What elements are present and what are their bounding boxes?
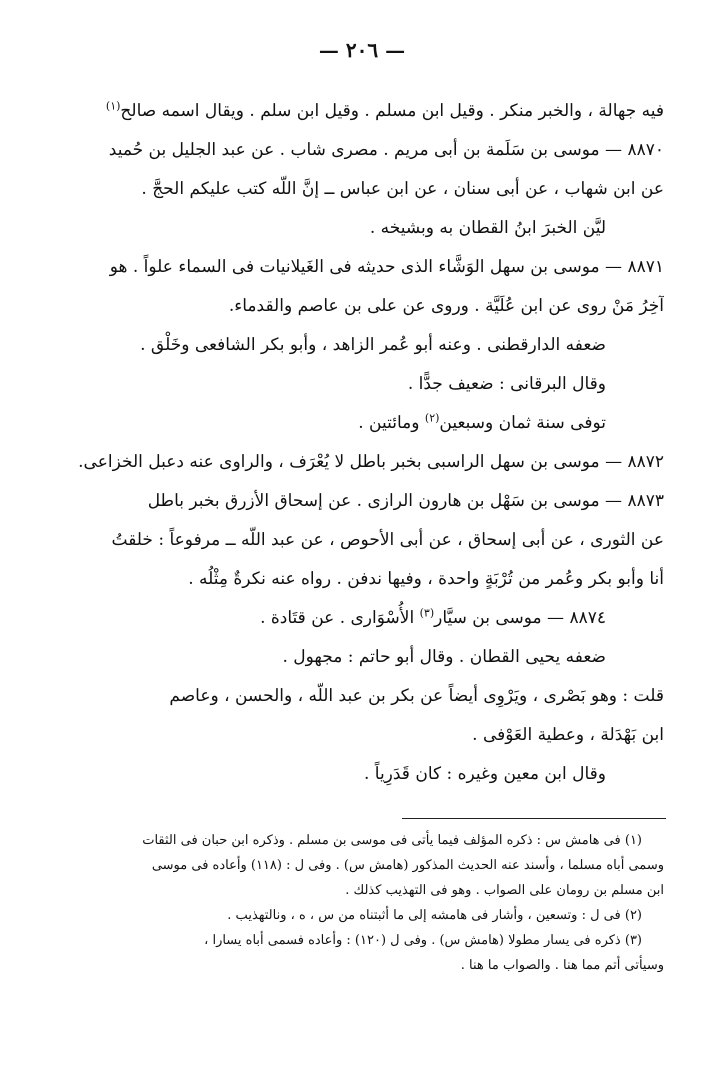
text-line (56, 599, 664, 638)
text-line-content: ٨٨٧٣ — موسى بن سَهْل بن هارون الرازى . عن إسحاق الأزرق بخبر باطل (147, 491, 664, 511)
text-line (56, 248, 664, 287)
text-line (56, 638, 664, 677)
text-line-content: ضعفه يحيى القطان . وقال أبو حاتم : مجهول . (282, 647, 606, 667)
text-line (56, 131, 664, 170)
text-line-content: قلت : وهو بَصْرى ، ويَرْوِى أيضاً عن بكر بن عبد اللّه ، والحسن ، وعاصم (169, 686, 664, 706)
main-text-block (56, 92, 664, 794)
footnote-line: (١) فى هامش س : ذكره المؤلف فيما يأتى فى موسى بن مسلم . وذكره ابن حبان فى الثقات (142, 833, 642, 848)
text-line-content: عن الثورى ، عن أبى إسحاق ، عن أبى الأحوص ، عن عبد اللّه ــ مرفوعاً : خلقتُ (111, 530, 664, 550)
text-line (56, 365, 664, 404)
footnote-line: (٣) ذكره فى يسار مطولا (هامش س) . وفى ل (١٢٠) : وأعاده فسمى أباه يسارا ، (204, 933, 642, 948)
text-line (56, 170, 664, 209)
text-line (56, 677, 664, 716)
text-line (56, 755, 664, 794)
text-line-content: ٨٨٧١ — موسى بن سهل الوَشَّاء الذى حديثه فى الغَيلانيات فى السماء علواً . هو (109, 257, 664, 277)
text-line-content: ٨٨٧٠ — موسى بن سَلَمة بن أبى مريم . مصرى شاب . عن عبد الجليل بن حُميد (108, 140, 664, 160)
footnote-line: وسمى أباه مسلما ، وأسند عنه الحديث المذكور (هامش س) . وفى ل : (١١٨) وأعاده فى موسى (151, 858, 664, 873)
text-line-content: ضعفه الدارقطنى . وعنه أبو عُمر الزاهد ، وأبو بكر الشافعى وخَلْق . (140, 335, 606, 355)
text-line-content: ليَّن الخبرَ ابنُ القطان به وبشيخه . (369, 218, 606, 238)
text-line (56, 209, 664, 248)
text-line-content: فيه جهالة ، والخبر منكر . وقيل ابن مسلم . وقيل ابن سلم . ويقال اسمه صالح (120, 101, 664, 121)
footnote-line: وسيأتى أتم مما هنا . والصواب ما هنا . (460, 958, 664, 973)
text-line-content: وقال ابن معين وغيره : كان قَدَرِياً . (363, 764, 606, 784)
footnote-line: ابن مسلم بن رومان على الصواب . وهو فى التهذيب كذلك . (345, 883, 664, 898)
text-line (56, 287, 664, 326)
text-line-continuation: ومائتين . (358, 413, 425, 433)
text-line (56, 482, 664, 521)
text-line-content: ٨٨٧٢ — موسى بن سهل الراسبى بخبر باطل لا يُعْرَف ، والراوى عنه دعبل الخزاعى. (78, 452, 664, 472)
text-line (56, 443, 664, 482)
text-line (56, 92, 664, 131)
footnote-reference: (٢) (424, 411, 440, 425)
text-line-content: وقال البرقانى : ضعيف جدًّا . (407, 374, 606, 394)
text-line-content: آخِرُ مَنْ روى عن ابن عُلَيَّة . وروى عن على بن عاصم والقدماء. (228, 296, 664, 316)
footnote-line: (٢) فى ل : وتسعين ، وأشار فى هامشه إلى ما أثبتناه من س ، ه ، ونالتهذيب . (227, 908, 642, 923)
text-line (56, 716, 664, 755)
footnotes-block (44, 828, 664, 978)
footnote-reference: (٣) (419, 606, 435, 620)
text-line-content: ابن بَهْدَلة ، وعطية العَوْفى . (472, 725, 664, 745)
footnote-separator (402, 818, 666, 819)
footnote-reference: (١) (105, 99, 121, 113)
text-line-continuation: الأُسْوَارى . عن قتَادة . (260, 608, 420, 628)
text-line (56, 521, 664, 560)
text-line-content: ٨٨٧٤ — موسى بن سيَّار (434, 608, 606, 628)
text-line (56, 326, 664, 365)
text-line-content: عن ابن شهاب ، عن أبى سنان ، عن ابن عباس ــ إنَّ اللّه كتب عليكم الحجَّ . (141, 179, 664, 199)
text-line-content: أنا وأبو بكر وعُمر من تُرْبَةٍ واحدة ، وفيها ندفن . رواه عنه نكرةٌ مِثْلُه . (188, 569, 664, 589)
text-line (56, 560, 664, 599)
text-line (56, 404, 664, 443)
page-number: — ٢٠٦ — (318, 38, 406, 62)
text-line-content: توفى سنة ثمان وسبعين (439, 413, 606, 433)
